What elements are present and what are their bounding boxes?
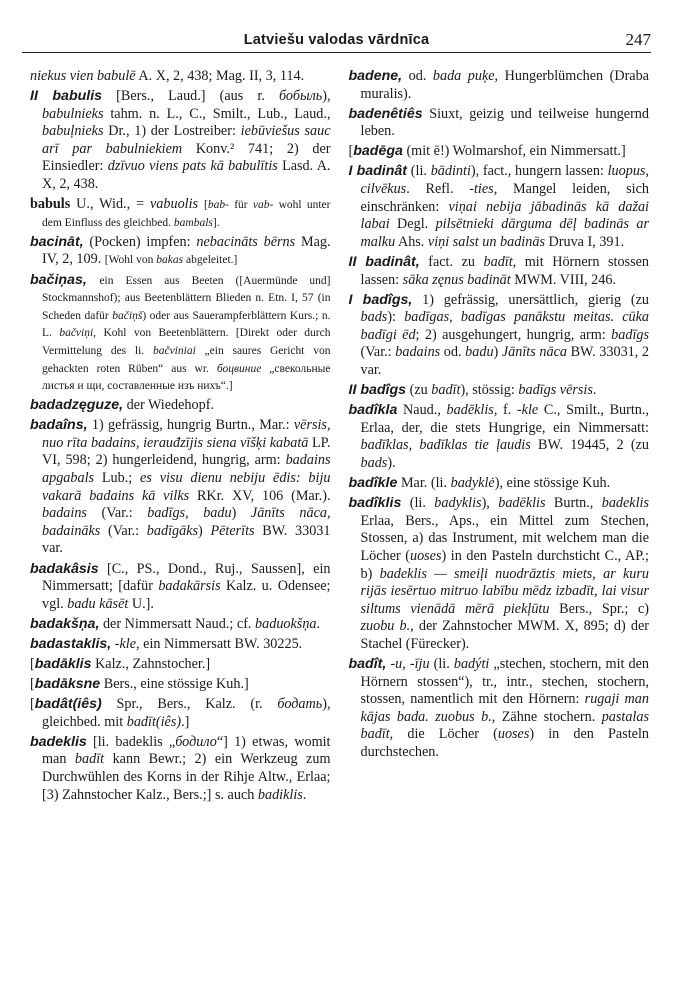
dictionary-entry-badiklis: badîklis (li. badyklis), badēklis Burtn., badeklis Erlaa, Bers., Aps., ein Mittel zum Stechen, Stossen, a) das Instrument, mit welchem man die Löcher (uoses) in den Pasteln durchsticht C., AP.; b) badeklis — smeiļi nuodrāztis miets, ar kuru rijās iesērtuo mitruo labību mēdz izbadīt, lai visur siltums vienādā mērā piekļūtu Bers., Spr.; c) zuobu b., der Zahnstocher MWM. X, 895; d) der Stachel (Fürecker). [348, 495, 649, 652]
dictionary-entry-badadzeguze: badadzęguze, der Wiedehopf. [30, 397, 214, 414]
dictionary-entry-badene: badene, od. bada puķe, Hungerblümchen (Draba muralis). [348, 68, 649, 102]
dictionary-entry-badikla: badîkla Naud., badēklis, f. -kle C., Smilt., Burtn., Erlaa, der, die stets Hungrige, ein Nimmersatt: badīklas, badīklas tie ļaudis BW. 19445, 2 (zu bads). [348, 402, 649, 471]
dictionary-entry-badaklis: [badāklis Kalz., Zahnstocher.] [30, 656, 211, 672]
dictionary-entry-badeklis: badeklis [li. badeklis „бодило“] 1) etwas, womit man badīt kann Bewr.; 2) ein Werkzeug zum Durchwühlen des Korns in der Rihje Altw., Erlaa; [3) Zahnstocher Kalz., Bers.;] s. auch badiklis. [30, 733, 331, 803]
dictionary-entry-badinat2: II badinât, fact. zu badīt, mit Hörnern stossen lassen: sāka zęnus badināt MWM. VIII, 246. [348, 253, 649, 288]
running-header [22, 28, 651, 53]
dictionary-entry-badikle: badîkle Mar. (li. badyklė), eine stössige Kuh. [348, 475, 611, 492]
page-title: Latviešu valodas vārdnīca [243, 32, 430, 48]
dictionary-entry-badaksne: [badāksne Bers., eine stössige Kuh.] [30, 676, 249, 693]
left-column [30, 68, 331, 986]
dictionary-entry-badaksna: badakšņa, der Nimmersatt Naud.; cf. baduokšņa. [30, 615, 321, 632]
dictionary-entry-badaties: [badât(iês) Spr., Bers., Kalz. (r. бодать), gleichbed. mit badīt(iês).] [30, 696, 331, 730]
dictionary-entry-badega: [badēga (mit ē!) Wolmarshof, ein Nimmersatt.] [348, 143, 626, 160]
dictionary-entry-badit: badît, -u, -īju (li. badýti „stechen, stochern, mit den Hörnern stossen“), tr., intr., stechen, stochern, stossen, namentlich mit den Hörnern: rugaji man kājas bada. zuobus b., Zähne stochern. pastalas badīt, die Löcher (uoses) in den Pasteln durchstechen. [348, 656, 650, 760]
dictionary-entry-badastaklis: badastaklis, -kle, ein Nimmersatt BW. 30225. [30, 635, 303, 652]
dictionary-entry-badains: badaîns, 1) gefrässig, hungrig Burtn., Mar.: vērsis, nuo rīta badains, ierauđzījis siena vīšķi kabatā LP. VI, 598; 2) hungerleidend, hungrig, arm: badains apgabals Lub.; es visu dienu nebiju ēdis: biju vakarā badains kā vilks RKr. XV, 106 (Mar.). badains (Var.: badīgs, badu) Jānīts nāca, badaināks (Var.: badīgāks) Pēterīts BW. 33031 var. [30, 417, 331, 557]
dictionary-entry-niekus: niekus vien babulē A. X, 2, 438; Mag. II, 3, 114. [30, 68, 305, 84]
two-column-body [30, 68, 649, 986]
page-number: 247 [625, 30, 651, 49]
dictionary-entry-badinat1: I badinât (li. bādinti), fact., hungern lassen: luopus, cilvēkus. Refl. -ties, Mangel leiden, sich einschränken: viņai nebija jābadinās kā dažai labai Degl. pilsētnieki dārguma dēļ badinās ar malku Ahs. viņi salst un badinās Druva I, 391. [348, 163, 649, 250]
dictionary-entry-babulis: II babulis [Bers., Laud.] (aus r. бобыль), babulnieks tahm. n. L., C., Smilt., Lub., Laud., babuļnieks Dr., 1) der Lostreiber: iebūviešus sauc arī par babulniekiem Konv.² 741; 2) der Einsiedler: dzīvuo viens pats kā babulītis Lasd. A. X, 2, 438. [30, 88, 331, 193]
dictionary-entry-bacinas: bačiņas, ein Essen aus Beeten ([Auermünde und] Stockmannshof); aus Beetenblättern Blieden n. Etn. I, 57 (in Scheden dafür bačiņš) oder aus Sauerampferblättern Kurs.; n. L. bačviņi, Kohl von Beetenblättern. [Direkt oder durch Vermittelung des li. bačviniai „ein saures Gericht von gehackten roten Rüben“ aus wr. боцвиние „свекольные листья и щи, составленные изъ нихъ“.] [30, 271, 331, 393]
right-column [349, 68, 650, 986]
dictionary-entry-badenetes: badenêtiês Siuxt, geizig und teilweise hungernd leben. [348, 105, 649, 140]
dictionary-entry-badigs1: I badîgs, 1) gefrässig, unersättlich, gierig (zu bads): badīgas, badīgas panākstu meitas. cūka badīgi ēd; 2) ausgehungert, hungrig, arm: badīgs (Var.: badains od. badu) Jānīts nāca BW. 33031, 2 var. [348, 291, 650, 378]
dictionary-entry-badakasis: badakâsis [C., PS., Dond., Ruj., Saussen], ein Nimmersatt; [dafür badakārsis Kalz. u. Odensee; vgl. badu kāsēt U.]. [30, 560, 331, 612]
dictionary-entry-bacinat: bacināt, (Pocken) impfen: nebacināts bērns Mag. IV, 2, 109. [Wohl von bakas abgeleitet.] [30, 233, 331, 268]
dictionary-entry-babuls: babuls U., Wid., = vabuolis [bab- für vab- wohl unter dem Einfluss des gleichbed. bambals]. [30, 196, 331, 229]
dictionary-entry-badigs2: II badîgs (zu badīt), stössig: badīgs vērsis. [348, 382, 597, 399]
